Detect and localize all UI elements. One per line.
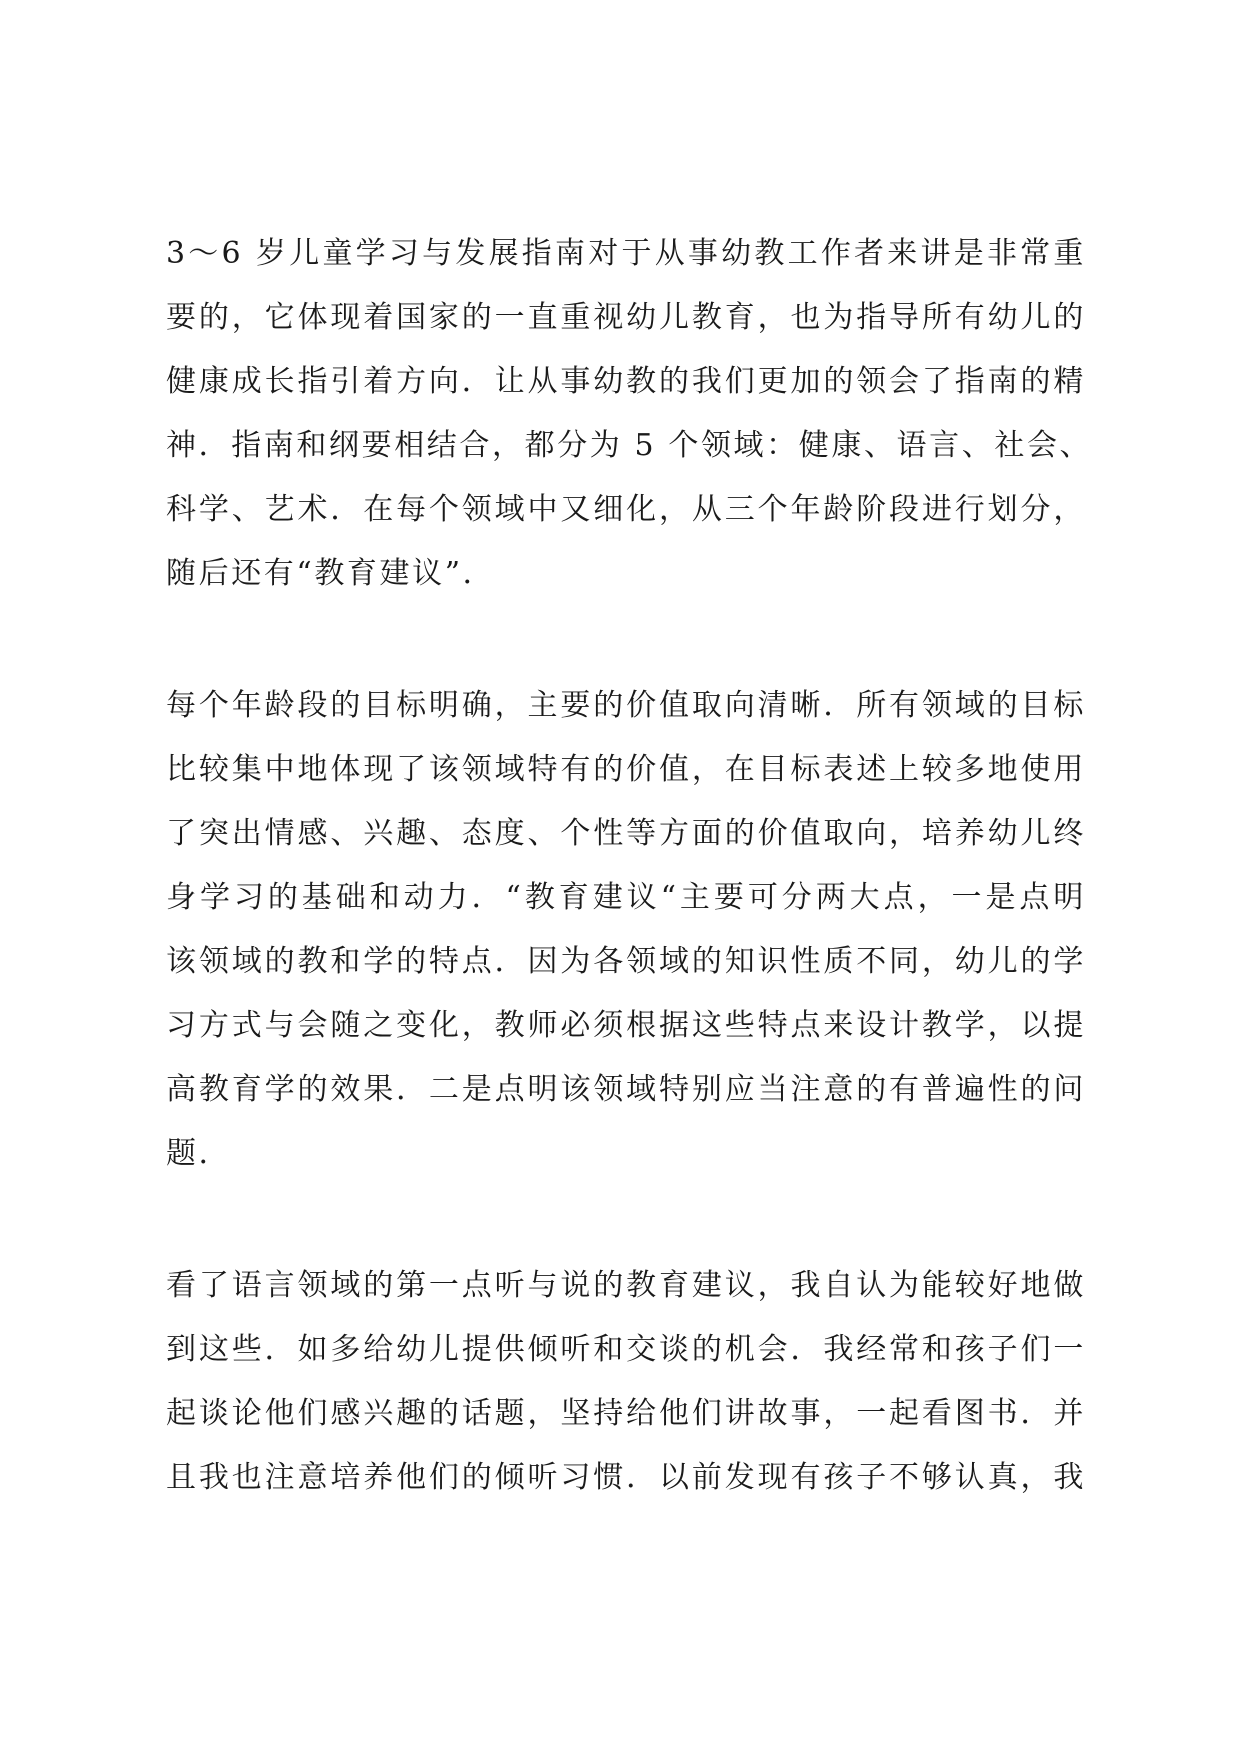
- text-line: 且我也注意培养他们的倾听习惯．以前发现有孩子不够认真，我: [166, 1460, 1086, 1495]
- text-line: 比较集中地体现了该领域特有的价值，在目标表述上较多地使用: [166, 752, 1086, 787]
- paragraph-2: [166, 674, 1086, 1186]
- text-line: 习方式与会随之变化，教师必须根据这些特点来设计教学，以提: [166, 1008, 1086, 1043]
- text-line: 神．指南和纲要相结合，都分为 5 个领域：健康、语言、社会、: [166, 428, 1093, 463]
- text-line: 健康成长指引着方向．让从事幼教的我们更加的领会了指南的精: [166, 364, 1086, 399]
- text-line: 3～6 岁儿童学习与发展指南对于从事幼教工作者来讲是非常重: [166, 236, 1086, 271]
- text-line: 每个年龄段的目标明确，主要的价值取向清晰．所有领域的目标: [166, 688, 1086, 723]
- text-line: 看了语言领域的第一点听与说的教育建议，我自认为能较好地做: [166, 1268, 1086, 1303]
- text-line: 题．: [166, 1136, 232, 1171]
- text-line: 要的，它体现着国家的一直重视幼儿教育，也为指导所有幼儿的: [166, 300, 1086, 335]
- paragraph-1: [166, 222, 1093, 606]
- text-line: 随后还有“教育建议”．: [166, 556, 496, 591]
- paragraph-3: [166, 1254, 1086, 1510]
- text-line: 到这些．如多给幼儿提供倾听和交谈的机会．我经常和孩子们一: [166, 1332, 1086, 1367]
- text-line: 了突出情感、兴趣、态度、个性等方面的价值取向，培养幼儿终: [166, 816, 1086, 851]
- text-line: 科学、艺术．在每个领域中又细化，从三个年龄阶段进行划分，: [166, 492, 1086, 527]
- text-line: 该领域的教和学的特点．因为各领域的知识性质不同，幼儿的学: [166, 944, 1086, 979]
- text-line: 起谈论他们感兴趣的话题，坚持给他们讲故事，一起看图书．并: [166, 1396, 1086, 1431]
- text-line: 身学习的基础和动力．“教育建议“主要可分两大点，一是点明: [166, 880, 1086, 915]
- text-line: 高教育学的效果．二是点明该领域特别应当注意的有普遍性的问: [166, 1072, 1086, 1107]
- document-body: [166, 222, 1093, 1510]
